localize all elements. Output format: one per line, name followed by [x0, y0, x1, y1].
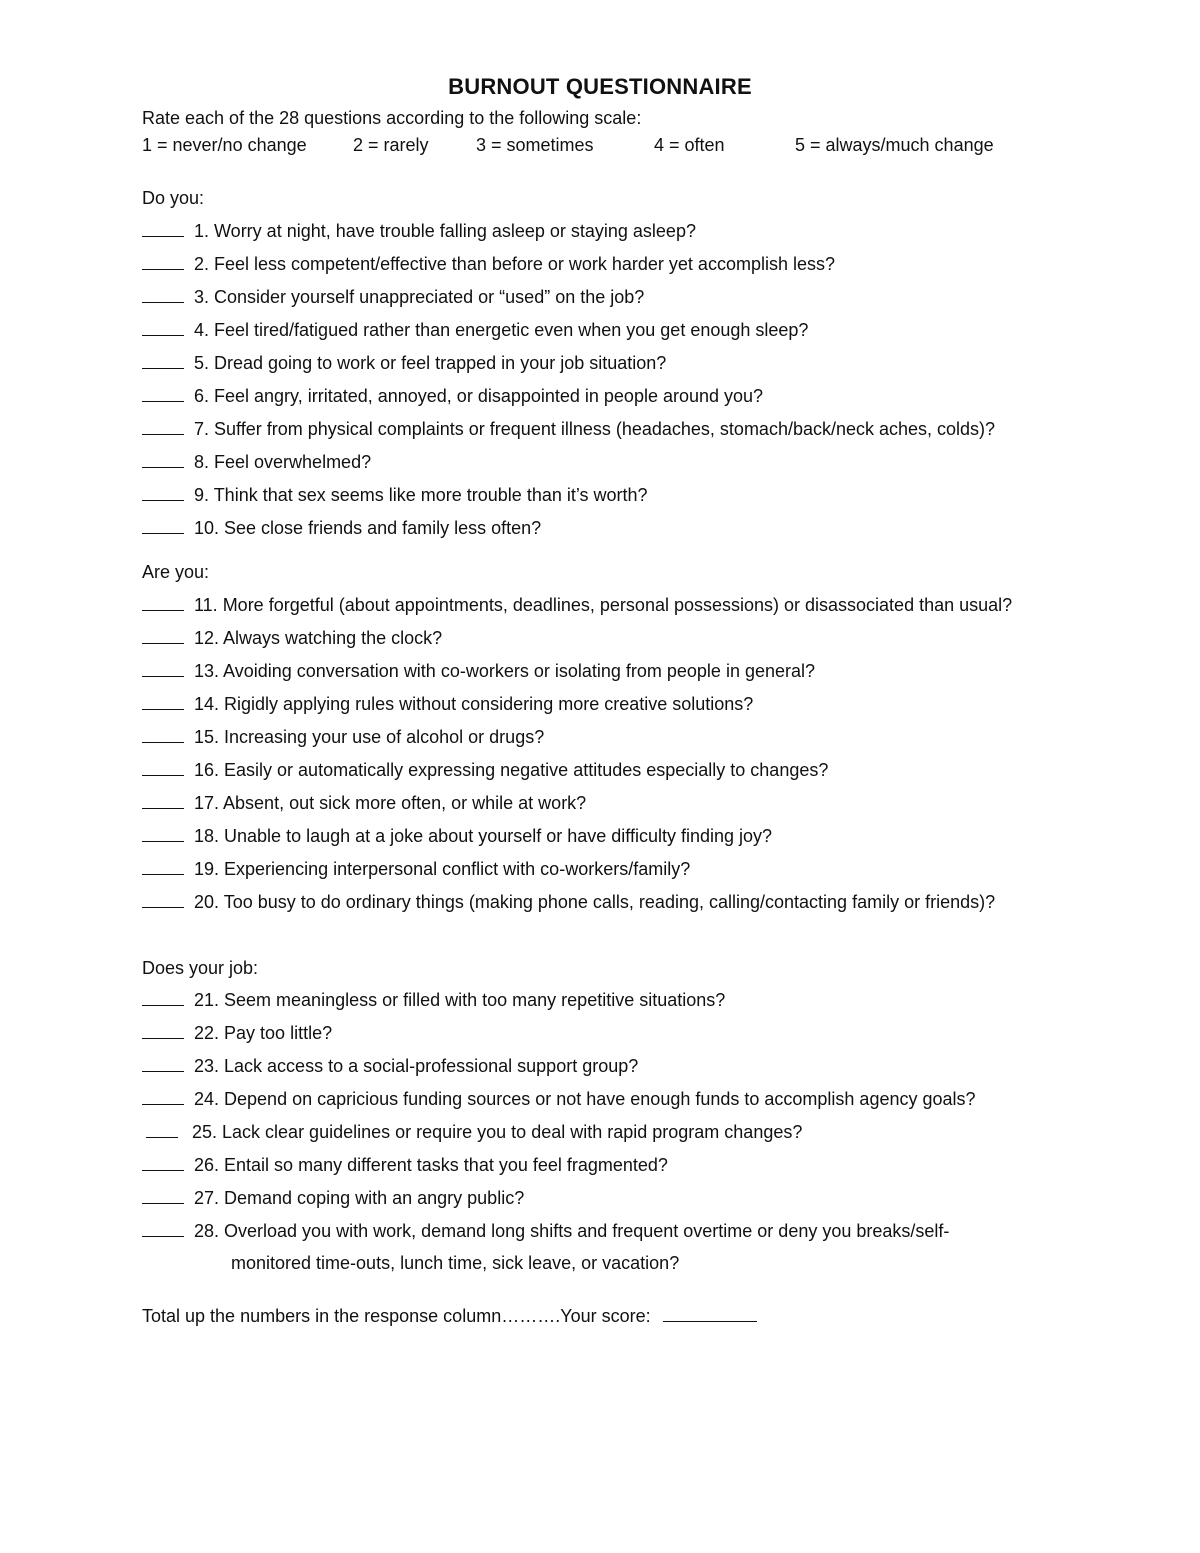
response-blank[interactable] — [142, 987, 184, 1006]
scale-item-2: 2 = rarely — [353, 135, 429, 155]
question-row — [142, 592, 1012, 617]
question-row — [142, 625, 442, 650]
question-text: 7. Suffer from physical complaints or frequent illness (headaches, stomach/back/neck aches, colds)? — [194, 419, 996, 439]
question-text: 15. Increasing your use of alcohol or drugs? — [194, 727, 545, 747]
question-row — [142, 889, 995, 914]
total-score-line — [142, 1303, 757, 1328]
total-score-text: Total up the numbers in the response column……….Your score: — [142, 1306, 651, 1326]
question-text: 28. Overload you with work, demand long shifts and frequent overtime or deny you breaks/self- — [194, 1221, 950, 1241]
question-row — [142, 515, 541, 540]
response-blank[interactable] — [142, 724, 184, 743]
question-row — [142, 1152, 668, 1177]
question-row — [142, 691, 753, 716]
question-text: 16. Easily or automatically expressing negative attitudes especially to changes? — [194, 760, 829, 780]
question-text: 8. Feel overwhelmed? — [194, 452, 372, 472]
question-text: 23. Lack access to a social-professional support group? — [194, 1056, 639, 1076]
question-text: 17. Absent, out sick more often, or while at work? — [194, 793, 587, 813]
response-blank[interactable] — [142, 317, 184, 336]
question-row — [142, 482, 648, 507]
question-text: 5. Dread going to work or feel trapped in your job situation? — [194, 353, 667, 373]
response-blank[interactable] — [142, 350, 184, 369]
question-text: 18. Unable to laugh at a joke about yourself or have difficulty finding joy? — [194, 826, 773, 846]
response-blank[interactable] — [142, 823, 184, 842]
response-blank[interactable] — [146, 1119, 178, 1138]
page-title: BURNOUT QUESTIONNAIRE — [448, 74, 752, 99]
score-blank[interactable] — [663, 1303, 757, 1322]
question-row — [142, 416, 995, 441]
question-row — [142, 1119, 802, 1144]
response-blank[interactable] — [142, 383, 184, 402]
question-text: 21. Seem meaningless or filled with too many repetitive situations? — [194, 990, 726, 1010]
question-text: 11. More forgetful (about appointments, deadlines, personal possessions) or disassociated than usual? — [194, 595, 1013, 615]
question-text: 1. Worry at night, have trouble falling asleep or staying asleep? — [194, 221, 696, 241]
response-blank[interactable] — [142, 1218, 184, 1237]
response-blank[interactable] — [142, 284, 184, 303]
question-row — [142, 724, 544, 749]
question-text: 27. Demand coping with an angry public? — [194, 1188, 525, 1208]
response-blank[interactable] — [142, 691, 184, 710]
section-heading-are-you: Are you: — [142, 562, 210, 582]
scale-item-1: 1 = never/no change — [142, 135, 307, 155]
question-row — [142, 449, 371, 474]
question-text: 2. Feel less competent/effective than before or work harder yet accomplish less? — [194, 254, 835, 274]
question-row — [142, 350, 666, 375]
question-row — [142, 987, 725, 1012]
question-text: 22. Pay too little? — [194, 1023, 333, 1043]
question-continuation: monitored time-outs, lunch time, sick leave, or vacation? — [231, 1253, 680, 1273]
question-text: 13. Avoiding conversation with co-workers or isolating from people in general? — [194, 661, 816, 681]
question-row — [142, 790, 586, 815]
response-blank[interactable] — [142, 790, 184, 809]
question-text: 9. Think that sex seems like more trouble than it’s worth? — [194, 485, 648, 505]
question-row — [142, 658, 815, 683]
response-blank[interactable] — [142, 515, 184, 534]
response-blank[interactable] — [142, 757, 184, 776]
response-blank[interactable] — [142, 1053, 184, 1072]
response-blank[interactable] — [142, 1020, 184, 1039]
question-text: 6. Feel angry, irritated, annoyed, or disappointed in people around you? — [194, 386, 764, 406]
question-row — [142, 251, 835, 276]
question-row — [142, 1053, 638, 1078]
question-text: 25. Lack clear guidelines or require you to deal with rapid program changes? — [192, 1122, 803, 1142]
response-blank[interactable] — [142, 856, 184, 875]
question-row — [142, 284, 644, 309]
response-blank[interactable] — [142, 449, 184, 468]
section-heading-does-your-job: Does your job: — [142, 958, 259, 978]
response-blank[interactable] — [142, 1185, 184, 1204]
section-heading-do-you: Do you: — [142, 188, 205, 208]
response-blank[interactable] — [142, 625, 184, 644]
response-blank[interactable] — [142, 1152, 184, 1171]
question-row — [142, 383, 763, 408]
response-blank[interactable] — [142, 889, 184, 908]
question-text: 10. See close friends and family less often? — [194, 518, 542, 538]
scale-item-5: 5 = always/much change — [795, 135, 994, 155]
question-row — [142, 757, 828, 782]
response-blank[interactable] — [142, 482, 184, 501]
question-text: 19. Experiencing interpersonal conflict with co-workers/family? — [194, 859, 691, 879]
question-row — [142, 218, 696, 243]
instruction-text: Rate each of the 28 questions according to the following scale: — [142, 108, 642, 128]
response-blank[interactable] — [142, 1086, 184, 1105]
question-text: 26. Entail so many different tasks that you feel fragmented? — [194, 1155, 668, 1175]
question-text: 14. Rigidly applying rules without considering more creative solutions? — [194, 694, 754, 714]
response-blank[interactable] — [142, 251, 184, 270]
question-row — [142, 1020, 332, 1045]
question-row — [142, 1218, 949, 1243]
question-row — [142, 856, 690, 881]
question-text: 24. Depend on capricious funding sources or not have enough funds to accomplish agency goals? — [194, 1089, 976, 1109]
question-text: 4. Feel tired/fatigued rather than energetic even when you get enough sleep? — [194, 320, 809, 340]
question-row — [142, 1086, 976, 1111]
scale-item-4: 4 = often — [654, 135, 725, 155]
question-text: 3. Consider yourself unappreciated or “used” on the job? — [194, 287, 645, 307]
response-blank[interactable] — [142, 218, 184, 237]
question-row — [142, 1185, 524, 1210]
question-row — [142, 317, 808, 342]
question-text: 20. Too busy to do ordinary things (making phone calls, reading, calling/contacting family or friends)? — [194, 892, 996, 912]
scale-item-3: 3 = sometimes — [476, 135, 594, 155]
question-text: 12. Always watching the clock? — [194, 628, 443, 648]
question-row — [142, 823, 772, 848]
response-blank[interactable] — [142, 416, 184, 435]
response-blank[interactable] — [142, 658, 184, 677]
response-blank[interactable] — [142, 592, 184, 611]
